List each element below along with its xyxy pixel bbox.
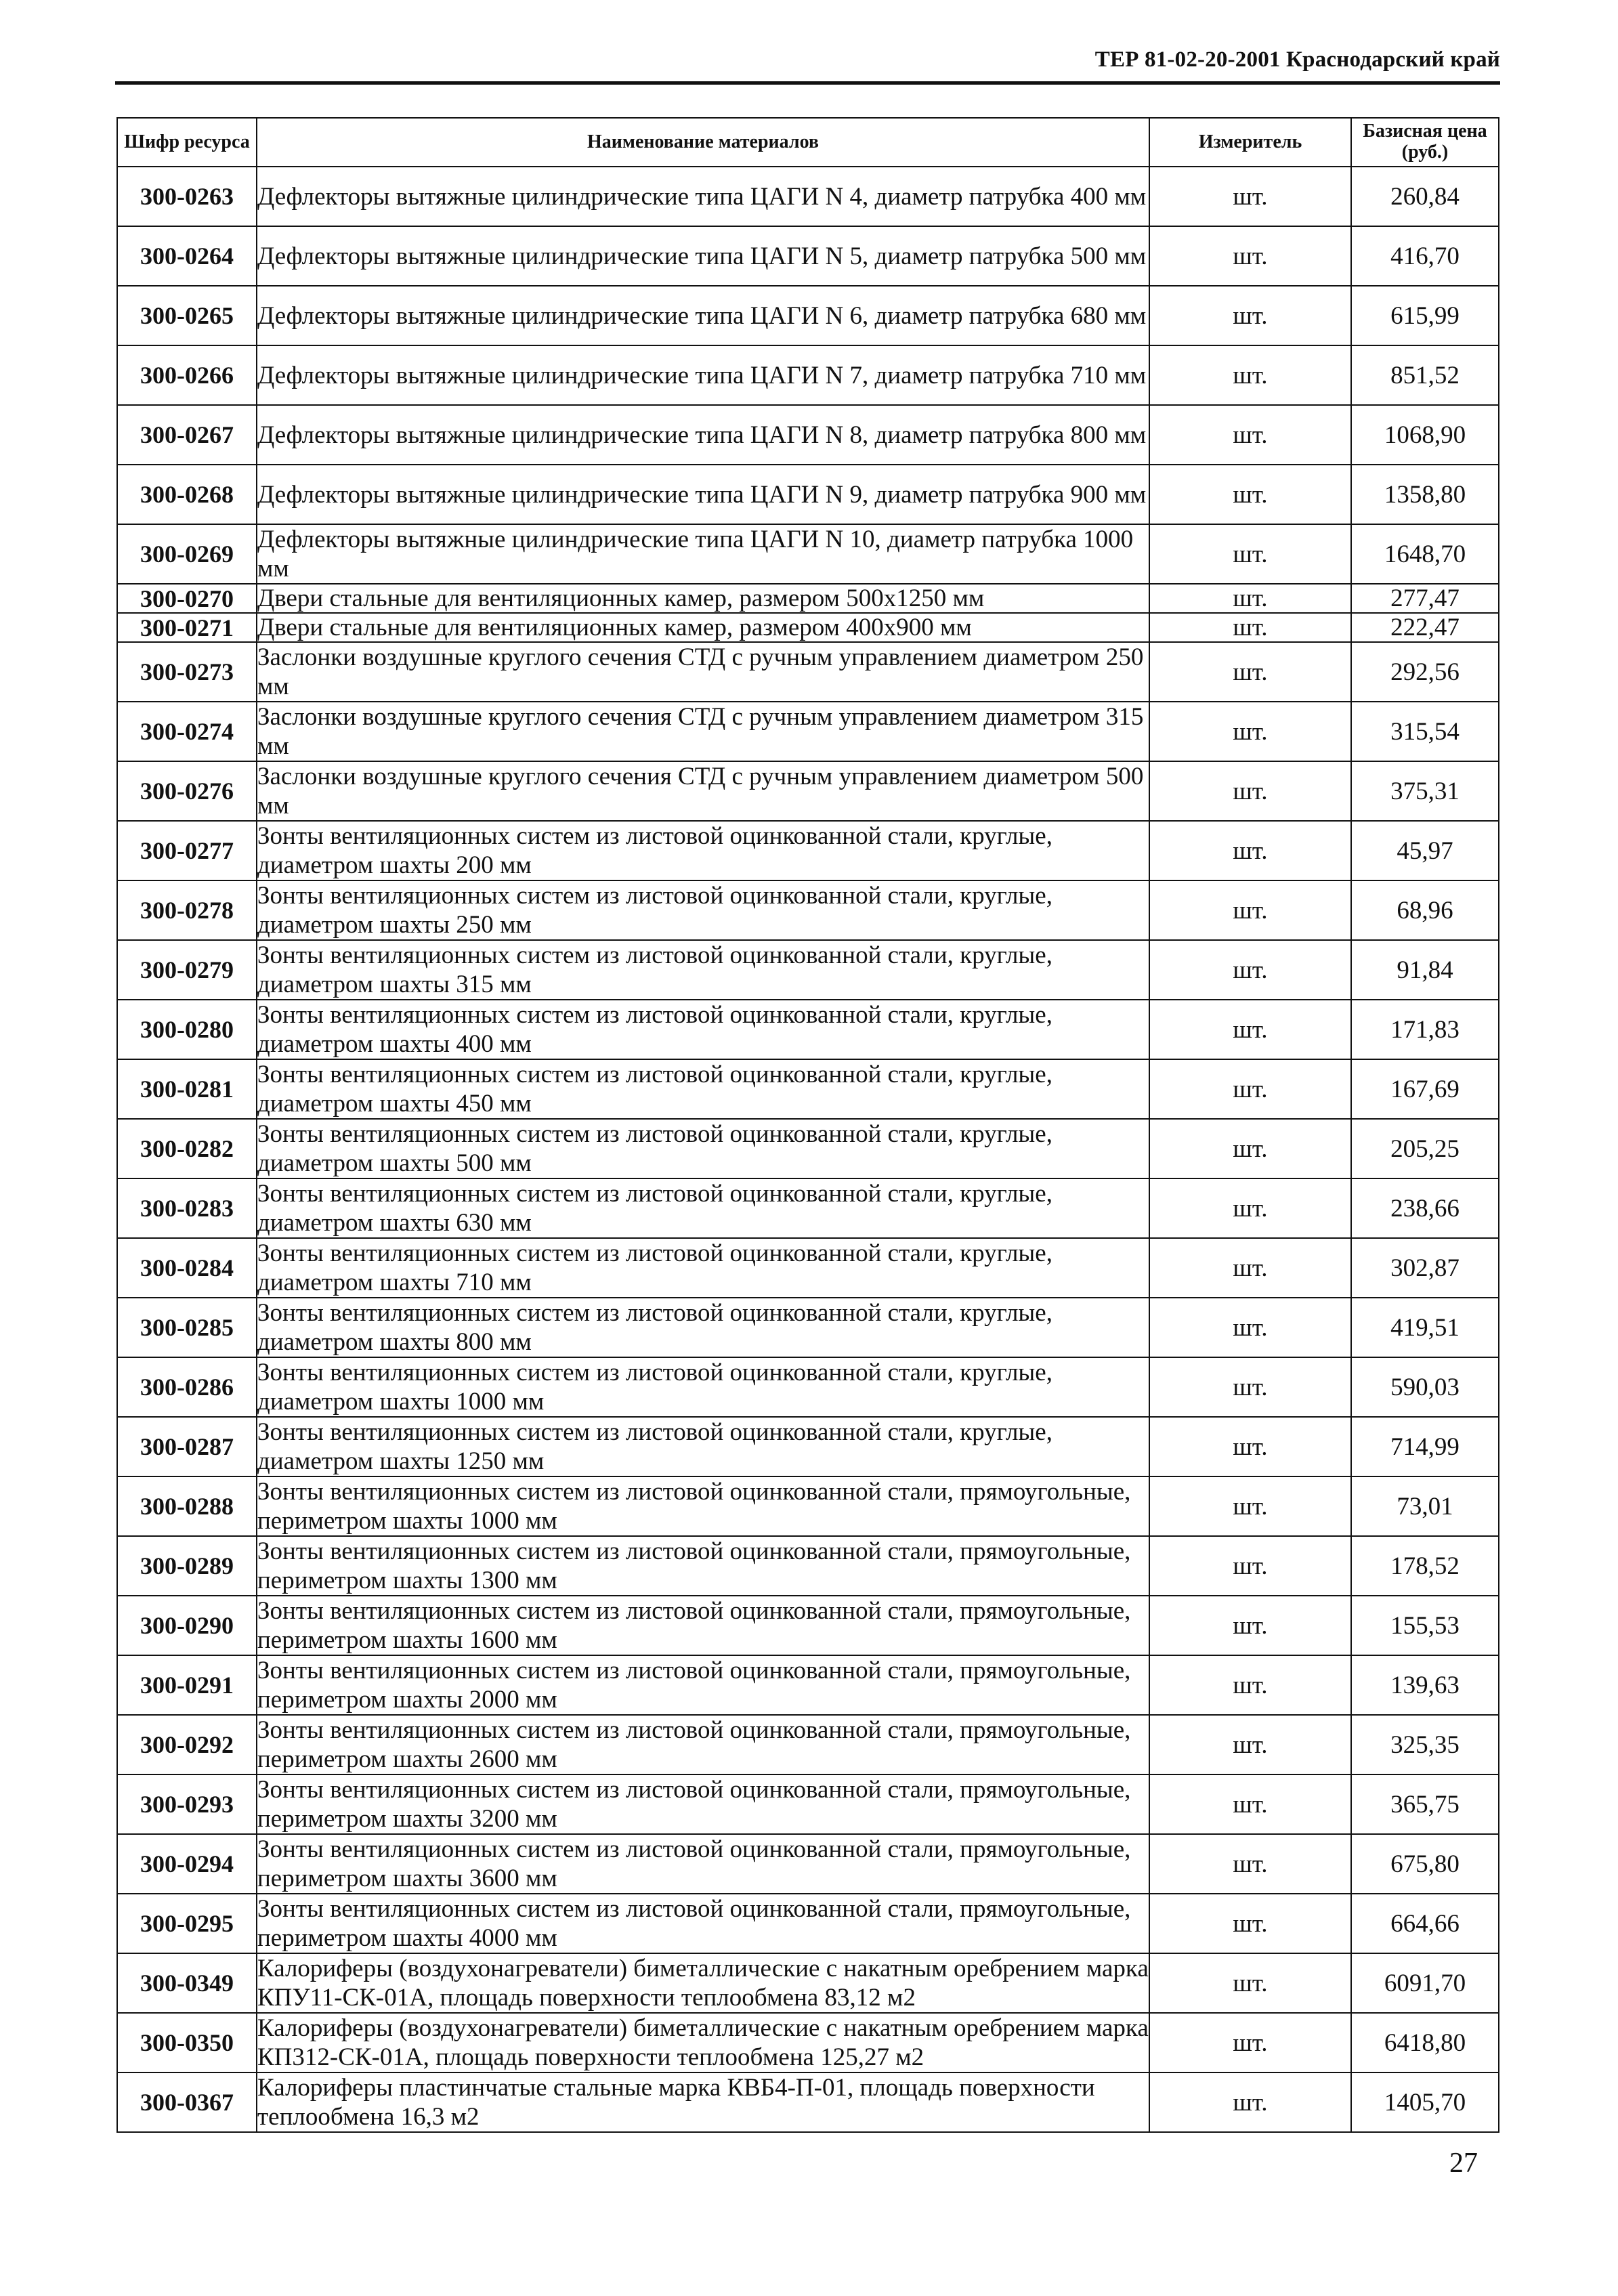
cell-code: 300-0282 xyxy=(117,1119,257,1178)
table-row xyxy=(117,702,1499,761)
cell-name: Дефлекторы вытяжные цилиндрические типа ЦАГИ N 5, диаметр патрубка 500 мм xyxy=(257,226,1149,286)
cell-code: 300-0283 xyxy=(117,1178,257,1238)
cell-code: 300-0290 xyxy=(117,1596,257,1655)
cell-name: Зонты вентиляционных систем из листовой оцинкованной стали, прямоугольные, периметром шахты 2600 мм xyxy=(257,1715,1149,1774)
cell-name: Зонты вентиляционных систем из листовой оцинкованной стали, прямоугольные, периметром шахты 3200 мм xyxy=(257,1774,1149,1834)
cell-name: Зонты вентиляционных систем из листовой оцинкованной стали, круглые, диаметром шахты 315 мм xyxy=(257,940,1149,1000)
table-row xyxy=(117,405,1499,465)
cell-name: Дефлекторы вытяжные цилиндрические типа ЦАГИ N 4, диаметр патрубка 400 мм xyxy=(257,167,1149,226)
cell-code: 300-0288 xyxy=(117,1476,257,1536)
table-row xyxy=(117,880,1499,940)
cell-unit: шт. xyxy=(1149,702,1351,761)
cell-unit: шт. xyxy=(1149,1119,1351,1178)
cell-name: Зонты вентиляционных систем из листовой оцинкованной стали, круглые, диаметром шахты 800 мм xyxy=(257,1298,1149,1357)
cell-code: 300-0291 xyxy=(117,1655,257,1715)
table-row xyxy=(117,1774,1499,1834)
table-row xyxy=(117,2072,1499,2132)
cell-name: Зонты вентиляционных систем из листовой оцинкованной стали, прямоугольные, периметром шахты 1600 мм xyxy=(257,1596,1149,1655)
cell-code: 300-0269 xyxy=(117,524,257,584)
cell-name: Зонты вентиляционных систем из листовой оцинкованной стали, прямоугольные, периметром шахты 3600 мм xyxy=(257,1834,1149,1894)
table-row xyxy=(117,465,1499,524)
table-row xyxy=(117,642,1499,702)
table-row xyxy=(117,1953,1499,2013)
cell-price: 325,35 xyxy=(1351,1715,1499,1774)
cell-unit: шт. xyxy=(1149,940,1351,1000)
cell-name: Зонты вентиляционных систем из листовой оцинкованной стали, круглые, диаметром шахты 250 мм xyxy=(257,880,1149,940)
cell-unit: шт. xyxy=(1149,405,1351,465)
table-body xyxy=(117,167,1499,2132)
column-header-code: Шифр ресурса xyxy=(117,118,257,167)
cell-name: Зонты вентиляционных систем из листовой оцинкованной стали, круглые, диаметром шахты 1250 мм xyxy=(257,1417,1149,1476)
cell-price: 1358,80 xyxy=(1351,465,1499,524)
cell-code: 300-0273 xyxy=(117,642,257,702)
cell-price: 292,56 xyxy=(1351,642,1499,702)
cell-code: 300-0279 xyxy=(117,940,257,1000)
cell-unit: шт. xyxy=(1149,584,1351,613)
table-row xyxy=(117,613,1499,642)
cell-name: Зонты вентиляционных систем из листовой оцинкованной стали, круглые, диаметром шахты 400 мм xyxy=(257,1000,1149,1059)
cell-unit: шт. xyxy=(1149,465,1351,524)
cell-name: Зонты вентиляционных систем из листовой оцинкованной стали, круглые, диаметром шахты 630 мм xyxy=(257,1178,1149,1238)
cell-name: Зонты вентиляционных систем из листовой оцинкованной стали, прямоугольные, периметром шахты 4000 мм xyxy=(257,1894,1149,1953)
cell-unit: шт. xyxy=(1149,1357,1351,1417)
table-row xyxy=(117,524,1499,584)
cell-unit: шт. xyxy=(1149,1715,1351,1774)
cell-code: 300-0277 xyxy=(117,821,257,880)
table-row xyxy=(117,1834,1499,1894)
table-row xyxy=(117,1596,1499,1655)
cell-code: 300-0289 xyxy=(117,1536,257,1596)
cell-unit: шт. xyxy=(1149,1417,1351,1476)
cell-price: 6091,70 xyxy=(1351,1953,1499,2013)
cell-code: 300-0284 xyxy=(117,1238,257,1298)
cell-price: 222,47 xyxy=(1351,613,1499,642)
cell-code: 300-0274 xyxy=(117,702,257,761)
cell-price: 73,01 xyxy=(1351,1476,1499,1536)
cell-name: Заслонки воздушные круглого сечения СТД с ручным управлением диаметром 500 мм xyxy=(257,761,1149,821)
cell-price: 171,83 xyxy=(1351,1000,1499,1059)
cell-name: Зонты вентиляционных систем из листовой оцинкованной стали, круглые, диаметром шахты 500 мм xyxy=(257,1119,1149,1178)
cell-unit: шт. xyxy=(1149,1953,1351,2013)
cell-unit: шт. xyxy=(1149,1238,1351,1298)
cell-name: Двери стальные для вентиляционных камер, размером 400x900 мм xyxy=(257,613,1149,642)
cell-price: 1405,70 xyxy=(1351,2072,1499,2132)
cell-unit: шт. xyxy=(1149,524,1351,584)
cell-name: Дефлекторы вытяжные цилиндрические типа ЦАГИ N 7, диаметр патрубка 710 мм xyxy=(257,345,1149,405)
page-header: ТЕР 81-02-20-2001 Краснодарский край xyxy=(1094,47,1500,72)
cell-price: 1068,90 xyxy=(1351,405,1499,465)
cell-name: Двери стальные для вентиляционных камер, размером 500x1250 мм xyxy=(257,584,1149,613)
cell-code: 300-0287 xyxy=(117,1417,257,1476)
cell-unit: шт. xyxy=(1149,167,1351,226)
cell-unit: шт. xyxy=(1149,1059,1351,1119)
cell-name: Зонты вентиляционных систем из листовой оцинкованной стали, прямоугольные, периметром шахты 2000 мм xyxy=(257,1655,1149,1715)
cell-price: 675,80 xyxy=(1351,1834,1499,1894)
cell-price: 178,52 xyxy=(1351,1536,1499,1596)
cell-code: 300-0276 xyxy=(117,761,257,821)
cell-code: 300-0350 xyxy=(117,2013,257,2072)
table-row xyxy=(117,821,1499,880)
cell-name: Зонты вентиляционных систем из листовой оцинкованной стали, круглые, диаметром шахты 710 мм xyxy=(257,1238,1149,1298)
cell-price: 315,54 xyxy=(1351,702,1499,761)
header-rule xyxy=(115,81,1500,85)
cell-unit: шт. xyxy=(1149,1178,1351,1238)
cell-name: Дефлекторы вытяжные цилиндрические типа ЦАГИ N 6, диаметр патрубка 680 мм xyxy=(257,286,1149,345)
cell-price: 68,96 xyxy=(1351,880,1499,940)
cell-name: Зонты вентиляционных систем из листовой оцинкованной стали, круглые, диаметром шахты 200 мм xyxy=(257,821,1149,880)
cell-price: 155,53 xyxy=(1351,1596,1499,1655)
column-header-name: Наименование материалов xyxy=(257,118,1149,167)
table-row xyxy=(117,1178,1499,1238)
cell-code: 300-0280 xyxy=(117,1000,257,1059)
cell-code: 300-0285 xyxy=(117,1298,257,1357)
cell-price: 167,69 xyxy=(1351,1059,1499,1119)
cell-unit: шт. xyxy=(1149,1536,1351,1596)
table-row xyxy=(117,2013,1499,2072)
cell-unit: шт. xyxy=(1149,1894,1351,1953)
cell-code: 300-0295 xyxy=(117,1894,257,1953)
table-row xyxy=(117,1894,1499,1953)
cell-price: 205,25 xyxy=(1351,1119,1499,1178)
table-row xyxy=(117,167,1499,226)
cell-price: 590,03 xyxy=(1351,1357,1499,1417)
cell-unit: шт. xyxy=(1149,642,1351,702)
cell-unit: шт. xyxy=(1149,1655,1351,1715)
cell-name: Зонты вентиляционных систем из листовой оцинкованной стали, прямоугольные, периметром шахты 1300 мм xyxy=(257,1536,1149,1596)
cell-code: 300-0270 xyxy=(117,584,257,613)
materials-table xyxy=(116,117,1499,2133)
cell-code: 300-0293 xyxy=(117,1774,257,1834)
cell-price: 664,66 xyxy=(1351,1894,1499,1953)
cell-name: Зонты вентиляционных систем из листовой оцинкованной стали, прямоугольные, периметром шахты 1000 мм xyxy=(257,1476,1149,1536)
cell-name: Калориферы пластинчатые стальные марка КВБ4-П-01, площадь поверхности теплообмена 16,3 м2 xyxy=(257,2072,1149,2132)
table-row xyxy=(117,1000,1499,1059)
cell-unit: шт. xyxy=(1149,821,1351,880)
table-row xyxy=(117,1059,1499,1119)
cell-price: 45,97 xyxy=(1351,821,1499,880)
cell-code: 300-0264 xyxy=(117,226,257,286)
table-row xyxy=(117,1298,1499,1357)
table-row xyxy=(117,226,1499,286)
page-number: 27 xyxy=(1449,2148,1478,2179)
cell-unit: шт. xyxy=(1149,286,1351,345)
table-row xyxy=(117,1417,1499,1476)
cell-unit: шт. xyxy=(1149,613,1351,642)
cell-price: 851,52 xyxy=(1351,345,1499,405)
cell-unit: шт. xyxy=(1149,1000,1351,1059)
cell-name: Дефлекторы вытяжные цилиндрические типа ЦАГИ N 9, диаметр патрубка 900 мм xyxy=(257,465,1149,524)
cell-price: 375,31 xyxy=(1351,761,1499,821)
cell-code: 300-0286 xyxy=(117,1357,257,1417)
cell-price: 302,87 xyxy=(1351,1238,1499,1298)
cell-unit: шт. xyxy=(1149,1298,1351,1357)
cell-name: Калориферы (воздухонагреватели) биметаллические с накатным оребрением марка КПУ11-СК-01А, площадь поверхности теплообмена 83,12 м2 xyxy=(257,1955,1149,2012)
cell-code: 300-0367 xyxy=(117,2072,257,2132)
table-row xyxy=(117,1655,1499,1715)
cell-code: 300-0271 xyxy=(117,613,257,642)
cell-code: 300-0265 xyxy=(117,286,257,345)
cell-code: 300-0294 xyxy=(117,1834,257,1894)
table-row xyxy=(117,1715,1499,1774)
cell-unit: шт. xyxy=(1149,761,1351,821)
cell-price: 416,70 xyxy=(1351,226,1499,286)
table-row xyxy=(117,286,1499,345)
cell-name: Дефлекторы вытяжные цилиндрические типа ЦАГИ N 10, диаметр патрубка 1000 мм xyxy=(257,524,1149,584)
cell-unit: шт. xyxy=(1149,2013,1351,2072)
cell-price: 277,47 xyxy=(1351,584,1499,613)
table-header-row xyxy=(117,118,1499,167)
cell-name: Зонты вентиляционных систем из листовой оцинкованной стали, круглые, диаметром шахты 1000 мм xyxy=(257,1357,1149,1417)
cell-unit: шт. xyxy=(1149,880,1351,940)
cell-unit: шт. xyxy=(1149,2072,1351,2132)
table-row xyxy=(117,1476,1499,1536)
cell-price: 419,51 xyxy=(1351,1298,1499,1357)
cell-code: 300-0281 xyxy=(117,1059,257,1119)
cell-price: 6418,80 xyxy=(1351,2013,1499,2072)
table-row xyxy=(117,1238,1499,1298)
cell-unit: шт. xyxy=(1149,1834,1351,1894)
cell-unit: шт. xyxy=(1149,1476,1351,1536)
cell-unit: шт. xyxy=(1149,345,1351,405)
cell-code: 300-0263 xyxy=(117,167,257,226)
cell-code: 300-0278 xyxy=(117,880,257,940)
cell-code: 300-0268 xyxy=(117,465,257,524)
cell-price: 139,63 xyxy=(1351,1655,1499,1715)
cell-price: 1648,70 xyxy=(1351,524,1499,584)
cell-name: Заслонки воздушные круглого сечения СТД с ручным управлением диаметром 315 мм xyxy=(257,702,1149,761)
cell-price: 615,99 xyxy=(1351,286,1499,345)
table-row xyxy=(117,940,1499,1000)
cell-name: Заслонки воздушные круглого сечения СТД с ручным управлением диаметром 250 мм xyxy=(257,642,1149,702)
cell-price: 91,84 xyxy=(1351,940,1499,1000)
cell-price: 260,84 xyxy=(1351,167,1499,226)
cell-name: Зонты вентиляционных систем из листовой оцинкованной стали, круглые, диаметром шахты 450 мм xyxy=(257,1059,1149,1119)
column-header-unit: Измеритель xyxy=(1149,118,1351,167)
cell-name: Калориферы (воздухонагреватели) биметаллические с накатным оребрением марка КП312-СК-01А, площадь поверхности теплообмена 125,27 м2 xyxy=(257,2014,1149,2071)
table-row xyxy=(117,1357,1499,1417)
cell-price: 365,75 xyxy=(1351,1774,1499,1834)
table-row xyxy=(117,584,1499,613)
cell-name: Дефлекторы вытяжные цилиндрические типа ЦАГИ N 8, диаметр патрубка 800 мм xyxy=(257,405,1149,465)
cell-unit: шт. xyxy=(1149,1774,1351,1834)
cell-unit: шт. xyxy=(1149,1596,1351,1655)
table-row xyxy=(117,761,1499,821)
cell-code: 300-0292 xyxy=(117,1715,257,1774)
cell-code: 300-0267 xyxy=(117,405,257,465)
cell-price: 238,66 xyxy=(1351,1178,1499,1238)
cell-code: 300-0349 xyxy=(117,1953,257,2013)
table-row xyxy=(117,1119,1499,1178)
cell-code: 300-0266 xyxy=(117,345,257,405)
cell-price: 714,99 xyxy=(1351,1417,1499,1476)
table-row xyxy=(117,1536,1499,1596)
cell-unit: шт. xyxy=(1149,226,1351,286)
table-row xyxy=(117,345,1499,405)
column-header-price: Базисная цена (руб.) xyxy=(1351,118,1499,167)
